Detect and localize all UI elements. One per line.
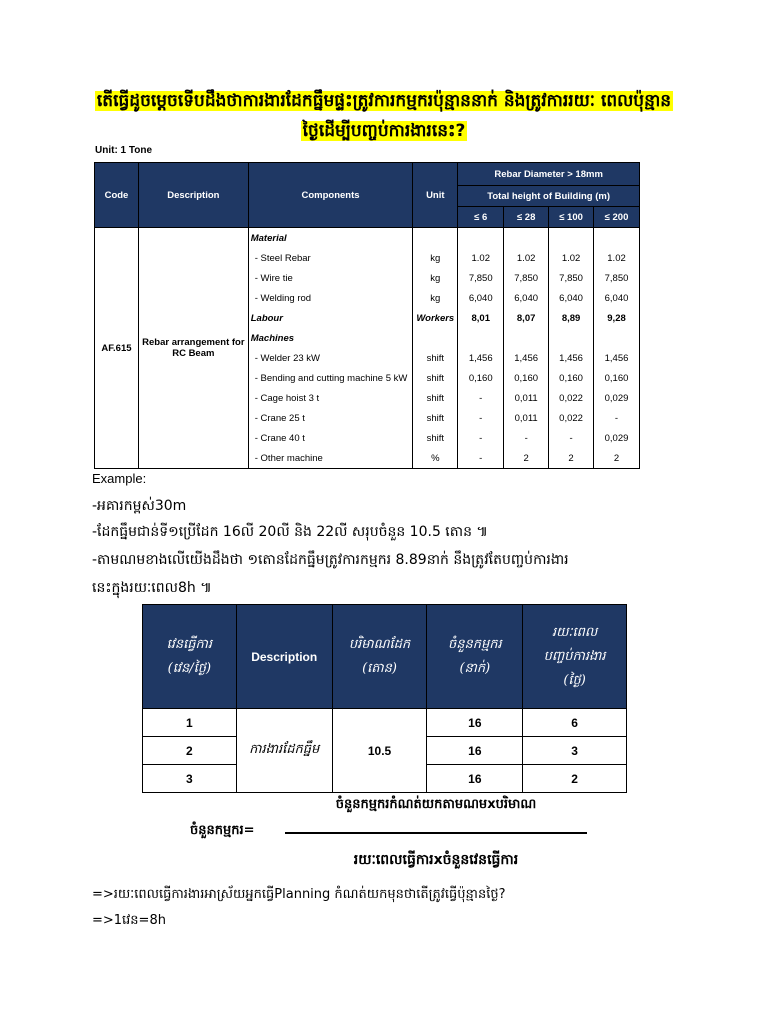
header-code: Code [95, 163, 139, 228]
norm-value: 0,029 [594, 388, 640, 408]
norm-value: 0,160 [594, 368, 640, 388]
header-total-height: Total height of Building (m) [458, 186, 640, 207]
component-name: - Steel Rebar [248, 248, 413, 268]
norm-value: 8,07 [504, 308, 549, 328]
workers-value: 16 [427, 737, 523, 765]
header-workers: ចំនួនកម្មករ (នាក់) [427, 605, 523, 709]
header-description: Description [138, 163, 248, 228]
example-heading: Example: [92, 471, 147, 486]
norm-value: 1,456 [458, 348, 504, 368]
component-category: Material [248, 228, 413, 249]
norm-value: 7,850 [549, 268, 594, 288]
component-category: Labour [248, 308, 413, 328]
norm-table [94, 162, 640, 469]
example-line-4: នេះក្នុងរយៈពេល8h ៕ [92, 580, 212, 596]
component-unit: kg [413, 248, 458, 268]
formula-numerator: ចំនួនកម្មករកំណត់យកតាមណមxបរិមាណ [335, 797, 537, 812]
header-components: Components [248, 163, 413, 228]
norm-value: 1.02 [594, 248, 640, 268]
norm-value: - [458, 388, 504, 408]
unit-label: Unit: 1 Tone [95, 145, 153, 156]
norm-value: 6,040 [549, 288, 594, 308]
days-value: 6 [523, 709, 627, 737]
header-work-description: Description [236, 605, 332, 709]
header-height-6: ≤ 6 [458, 207, 504, 228]
component-name: - Welder 23 kW [248, 348, 413, 368]
norm-value: 6,040 [504, 288, 549, 308]
header-unit: Unit [413, 163, 458, 228]
component-unit: % [413, 448, 458, 469]
norm-value: - [594, 408, 640, 428]
component-unit: Workers [413, 308, 458, 328]
norm-value: 1,456 [594, 348, 640, 368]
norm-value: 6,040 [594, 288, 640, 308]
norm-value: 1.02 [458, 248, 504, 268]
workers-value: 16 [427, 765, 523, 793]
component-unit: shift [413, 348, 458, 368]
norm-value: - [458, 448, 504, 469]
component-category: Machines [248, 328, 413, 348]
work-name: ការងារដែកធ្នឹម [236, 709, 332, 793]
work-table [142, 604, 627, 793]
example-line-3: -តាមណមខាងលើយើងដឹងថា ១តោនដែកធ្នឹមត្រូវការកម្មករ 8.89នាក់ នឹងត្រូវតែបញ្ចប់ការងារ [92, 552, 569, 568]
example-line-2: -ដែកធ្នឹមជាន់ទី១ប្រើដែក 16លី 20លី និង 22លី សរុបចំនួន 10.5 តោន ៕ [92, 524, 489, 540]
norm-value: 9,28 [594, 308, 640, 328]
header-rebar-diameter: Rebar Diameter > 18mm [458, 163, 640, 186]
formula-fraction-bar [285, 832, 587, 834]
shift-value: 2 [143, 737, 237, 765]
norm-value: - [549, 428, 594, 448]
norm-value: 6,040 [458, 288, 504, 308]
page-title [60, 86, 708, 146]
component-name: - Crane 25 t [248, 408, 413, 428]
component-name: - Bending and cutting machine 5 kW [248, 368, 413, 388]
quantity-value: 10.5 [332, 709, 427, 793]
title-line-1: តើធ្វើដូចម្ដេចទើបដឹងថាការងារដែកធ្នឹមផ្ទះត្រូវការកម្មករប៉ុន្មាននាក់ និងត្រូវការរយៈ ពេលប៉ុន្មាន [96, 91, 672, 111]
norm-value: 1.02 [504, 248, 549, 268]
norm-value: 0,011 [504, 408, 549, 428]
header-height-200: ≤ 200 [594, 207, 640, 228]
norm-value: 1,456 [504, 348, 549, 368]
norm-value: 2 [504, 448, 549, 469]
header-height-100: ≤ 100 [549, 207, 594, 228]
norm-value: 0,022 [549, 388, 594, 408]
norm-value: 2 [594, 448, 640, 469]
component-name: - Crane 40 t [248, 428, 413, 448]
norm-value: 0,011 [504, 388, 549, 408]
note-line-1: =>រយៈពេលធ្វើការងារអាស្រ័យអ្នកធ្វើPlanning កំណត់យកមុនថាតើត្រូវធ្វើប៉ុន្មានថ្ងៃ? [92, 887, 506, 902]
table-row [95, 228, 640, 249]
workers-value: 16 [427, 709, 523, 737]
norm-value: 0,160 [549, 368, 594, 388]
component-name: - Other machine [248, 448, 413, 469]
component-name: - Welding rod [248, 288, 413, 308]
formula-label: ចំនួនកម្មករ= [190, 823, 255, 838]
shift-value: 3 [143, 765, 237, 793]
norm-value: 0,160 [504, 368, 549, 388]
norm-value: 8,01 [458, 308, 504, 328]
title-line-2: ថ្ងៃដើម្បីបញ្ចប់ការងារនេះ? [302, 121, 466, 141]
norm-value: 7,850 [594, 268, 640, 288]
component-unit: kg [413, 268, 458, 288]
norm-value: 0,022 [549, 408, 594, 428]
example-line-1: -អគារកម្ពស់30m [92, 498, 187, 514]
component-unit: shift [413, 408, 458, 428]
note-line-2: =>1វេន=8h [92, 913, 166, 928]
formula-denominator: រយៈពេលធ្វើការxចំនួនវេនធ្វើការ [353, 852, 519, 868]
component-name: - Cage hoist 3 t [248, 388, 413, 408]
norm-value: 8,89 [549, 308, 594, 328]
component-name: - Wire tie [248, 268, 413, 288]
norm-value: 7,850 [458, 268, 504, 288]
norm-value: 1,456 [549, 348, 594, 368]
norm-value: 7,850 [504, 268, 549, 288]
header-shift: វេនធ្វើការ (វេន/ថ្ងៃ) [143, 605, 237, 709]
component-unit: shift [413, 428, 458, 448]
component-unit: shift [413, 388, 458, 408]
norm-value: - [458, 408, 504, 428]
norm-code: AF.615 [95, 228, 139, 469]
norm-value: 1.02 [549, 248, 594, 268]
header-quantity: បរិមាណដែក (តោន) [332, 605, 427, 709]
norm-value: 2 [549, 448, 594, 469]
header-height-28: ≤ 28 [504, 207, 549, 228]
norm-value: 0,160 [458, 368, 504, 388]
days-value: 3 [523, 737, 627, 765]
norm-value: - [458, 428, 504, 448]
shift-value: 1 [143, 709, 237, 737]
norm-description: Rebar arrangement for RC Beam [138, 228, 248, 469]
norm-value: - [504, 428, 549, 448]
table-row [143, 709, 627, 737]
component-unit: kg [413, 288, 458, 308]
norm-value: 0,029 [594, 428, 640, 448]
header-duration: រយៈពេល បញ្ចប់ការងារ (ថ្ងៃ) [523, 605, 627, 709]
days-value: 2 [523, 765, 627, 793]
component-unit: shift [413, 368, 458, 388]
